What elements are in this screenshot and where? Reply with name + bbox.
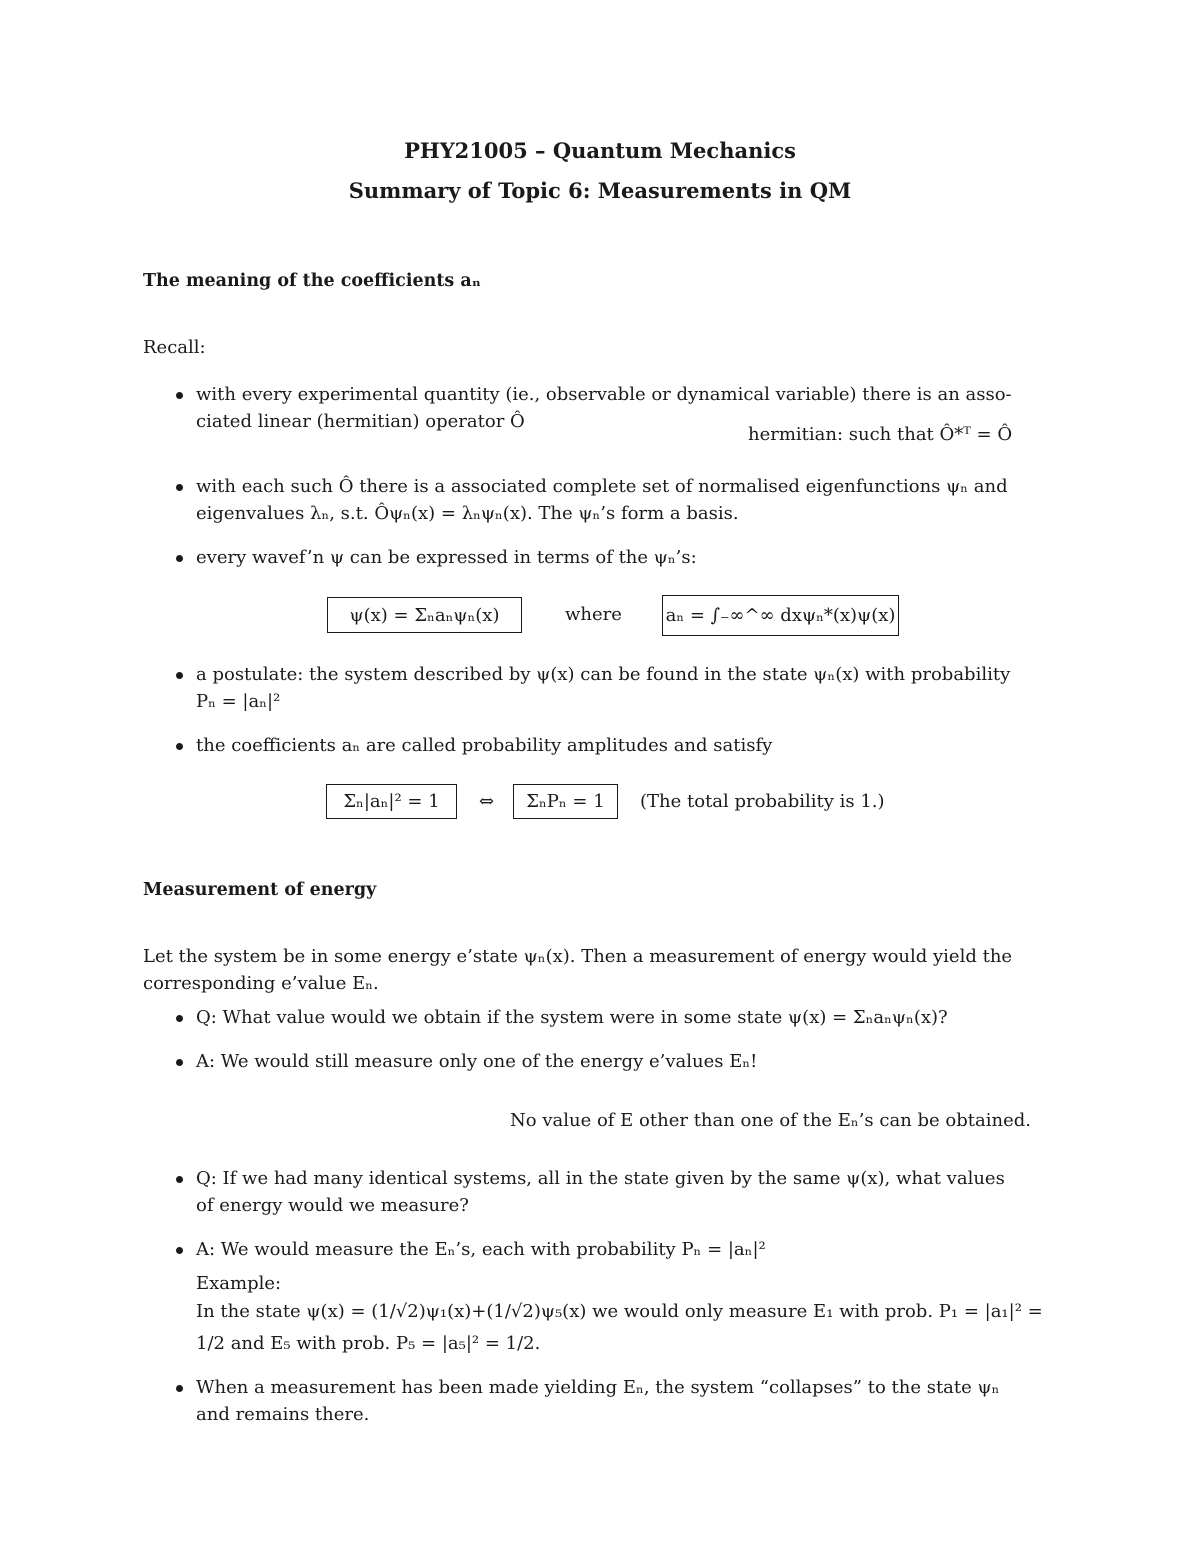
bullet-marker (176, 672, 183, 679)
equation-iff: ⇔ (479, 791, 495, 812)
equation-normalisation-box: Σₙ|aₙ|² = 1 (326, 784, 457, 819)
question-2-line1: Q: If we had many identical systems, all in the state given by the same ψ(x), what values (196, 1168, 1005, 1189)
bullet-postulate-line2: Pₙ = |aₙ|² (196, 691, 281, 712)
bullet-marker (176, 1059, 183, 1066)
bullet-marker (176, 743, 183, 750)
bullet-marker (176, 392, 183, 399)
bullet-operator-line1: with every experimental quantity (ie., observable or dynamical variable) there is an asso- (196, 384, 1012, 405)
bullet-marker (176, 484, 183, 491)
bullet-marker (176, 1015, 183, 1022)
answer-1-note: No value of E other than one of the Eₙ’s can be obtained. (510, 1110, 1031, 1131)
recall-label: Recall: (143, 337, 206, 358)
bullet-marker (176, 555, 183, 562)
example-label: Example: (196, 1273, 282, 1294)
bullet-postulate-line1: a postulate: the system described by ψ(x) can be found in the state ψₙ(x) with probability (196, 664, 1011, 685)
question-1: Q: What value would we obtain if the system were in some state ψ(x) = Σₙaₙψₙ(x)? (196, 1007, 948, 1028)
section-heading-energy: Measurement of energy (143, 880, 377, 900)
equation-probability-box: ΣₙPₙ = 1 (513, 784, 618, 819)
answer-2: A: We would measure the Eₙ’s, each with probability Pₙ = |aₙ|² (196, 1239, 766, 1260)
bullet-marker (176, 1176, 183, 1183)
section-heading-coefficients: The meaning of the coefficients aₙ (143, 271, 481, 291)
collapse-line2: and remains there. (196, 1404, 370, 1425)
example-line1: In the state ψ(x) = (1/√2)ψ₁(x)+(1/√2)ψ₅(x) we would only measure E₁ with prob. P₁ = |a₁|² = (196, 1301, 1043, 1322)
question-2-line2: of energy would we measure? (196, 1195, 469, 1216)
energy-intro-line1: Let the system be in some energy e’state ψₙ(x). Then a measurement of energy would yield the (143, 946, 1013, 967)
hermitian-note: hermitian: such that Ô*ᵀ = Ô (748, 424, 1013, 445)
equation-expansion-box: ψ(x) = Σₙaₙψₙ(x) (327, 597, 522, 633)
bullet-operator-line2: ciated linear (hermitian) operator Ô (196, 411, 525, 432)
bullet-eigen-line1: with each such Ô there is a associated complete set of normalised eigenfunctions ψₙ and (196, 476, 1008, 497)
bullet-eigen-line2: eigenvalues λₙ, s.t. Ôψₙ(x) = λₙψₙ(x). The ψₙ’s form a basis. (196, 503, 739, 524)
answer-1: A: We would still measure only one of the energy e’values Eₙ! (196, 1051, 758, 1072)
equation-where: where (565, 604, 622, 625)
energy-intro-line2: corresponding e’value Eₙ. (143, 973, 379, 994)
bullet-marker (176, 1247, 183, 1254)
bullet-wavefunction: every wavef’n ψ can be expressed in terms of the ψₙ’s: (196, 547, 697, 568)
collapse-line1: When a measurement has been made yielding Eₙ, the system “collapses” to the state ψₙ (196, 1377, 1000, 1398)
document-title: PHY21005 – Quantum Mechanics (404, 138, 796, 163)
equation-coefficient-box: aₙ = ∫₋∞^∞ dxψₙ*(x)ψ(x) (662, 595, 899, 636)
equation-total-probability-note: (The total probability is 1.) (640, 791, 885, 812)
example-line2: 1/2 and E₅ with prob. P₅ = |a₅|² = 1/2. (196, 1333, 541, 1354)
bullet-marker (176, 1385, 183, 1392)
bullet-amplitudes: the coefficients aₙ are called probability amplitudes and satisfy (196, 735, 773, 756)
document-subtitle: Summary of Topic 6: Measurements in QM (348, 178, 852, 203)
